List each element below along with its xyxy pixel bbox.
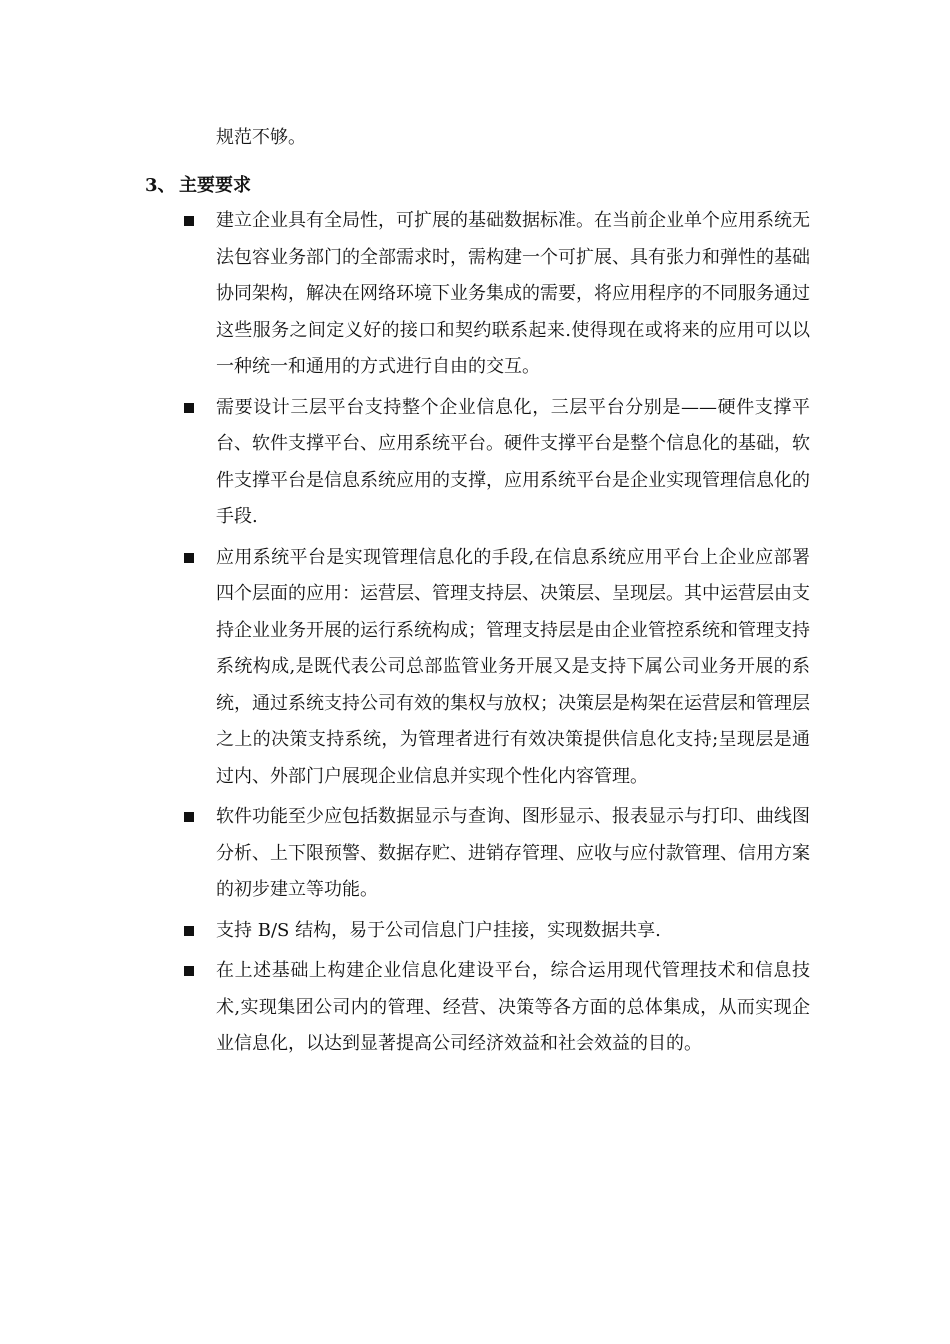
section-heading [145, 172, 251, 200]
square-bullet-icon [180, 913, 216, 949]
list-item [180, 953, 810, 1063]
square-bullet-icon [180, 540, 216, 576]
list-item [180, 390, 810, 536]
list-item-text: 在上述基础上构建企业信息化建设平台，综合运用现代管理技术和信息技术,实现集团公司内的管理、经营、决策等各方面的总体集成，从而实现企业信息化，以达到显著提高公司经济效益和社会效益的目的。 [216, 960, 810, 1054]
continuation-text: 规范不够。 [216, 127, 306, 148]
list-item-text: 建立企业具有全局性，可扩展的基础数据标准。在当前企业单个应用系统无法包容业务部门的全部需求时，需构建一个可扩展、具有张力和弹性的基础协同架构，解决在网络环境下业务集成的需要，将应用程序的不同服务通过这些服务之间定义好的接口和契约联系起来.使得现在或将来的应用可以以一种统一和通用的方式进行自由的交互。 [216, 210, 810, 377]
section-number: 3、 [145, 175, 176, 196]
list-item-text: 应用系统平台是实现管理信息化的手段,在信息系统应用平台上企业应部署四个层面的应用：运营层、管理支持层、决策层、呈现层。其中运营层由支持企业业务开展的运行系统构成；管理支持层是由企业管控系统和管理支持系统构成,是既代表公司总部监管业务开展又是支持下属公司业务开展的系统，通过系统支持公司有效的集权与放权；决策层是构架在运营层和管理层之上的决策支持系统，为管理者进行有效决策提供信息化支持;呈现层是通过内、外部门户展现企业信息并实现个性化内容管理。 [216, 546, 810, 787]
square-bullet-icon [180, 953, 216, 989]
square-bullet-icon [180, 203, 216, 239]
square-bullet-icon [180, 799, 216, 835]
list-item [180, 203, 810, 386]
square-bullet-icon [180, 390, 216, 426]
list-item [180, 799, 810, 909]
list-item [180, 913, 810, 950]
list-item-text: 需要设计三层平台支持整个企业信息化，三层平台分别是——硬件支撑平台、软件支撑平台、应用系统平台。硬件支撑平台是整个信息化的基础，软件支撑平台是信息系统应用的支撑，应用系统平台是企业实现管理信息化的手段. [216, 396, 810, 527]
section-title: 主要要求 [179, 175, 251, 196]
requirements-list [180, 203, 810, 1067]
list-item-text: 支持 B/S 结构，易于公司信息门户挂接，实现数据共享. [216, 919, 661, 941]
list-item [180, 540, 810, 796]
list-item-text: 软件功能至少应包括数据显示与查询、图形显示、报表显示与打印、曲线图分析、上下限预警、数据存贮、进销存管理、应收与应付款管理、信用方案的初步建立等功能。 [216, 806, 810, 900]
